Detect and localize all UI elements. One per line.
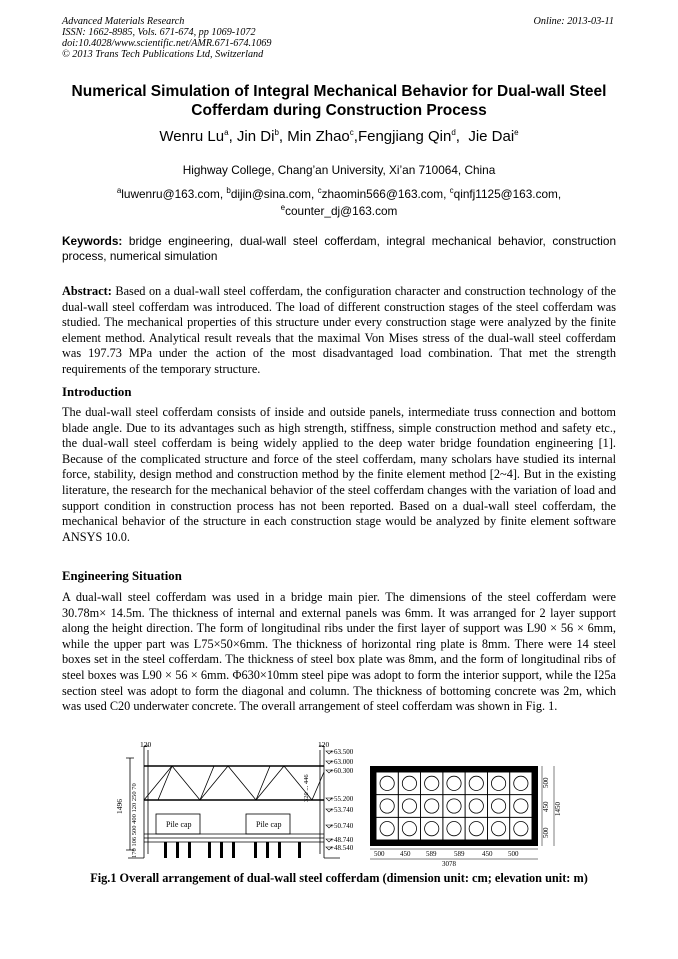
plan-view bbox=[370, 766, 538, 846]
dimension-label: 3078 bbox=[442, 860, 456, 868]
pile-cap-label: Pile cap bbox=[256, 820, 282, 829]
dimension-label: 500 bbox=[542, 827, 550, 838]
dimension-label: 1450 bbox=[554, 802, 562, 816]
elevation-label: +60.300 bbox=[330, 767, 354, 775]
dimension-label: 450 bbox=[400, 850, 411, 858]
affiliation: Highway College, Chang’an University, Xi’an 710064, China bbox=[182, 163, 496, 177]
engineering-paragraph: A dual-wall steel cofferdam was used in a bridge main pier. The dimensions of the steel cofferdam were 30.78m× 14.5m. The thickness of internal and external panels was 6mm. It was arranged for 2 layer support along the height direction. The form of longitudinal ribs under the first layer of support was L90 × 56 × 6mm, while the upper part was L75×50×6mm. The thickness of horizontal ring plate is 8mm. There were 14 steel boxes set in the steel cofferdam. The thickness of steel box plate was 8mm, and the form of longitudinal ribs of steel boxes was L90 × 56 × 6mm. Φ630×10mm steel pipe was adopt to form the interior support, while the I25a section steel was adopt to form the diagonal and column. The thickness of bottoming concrete was 2m, which was used C20 underwater concrete. The overall arrangement of steel cofferdam was shown in Fig. 1. bbox=[62, 590, 616, 714]
elevation-label: +63.000 bbox=[330, 758, 354, 766]
elevation-label: +63.500 bbox=[330, 748, 354, 756]
elevation-label: +48.740 bbox=[330, 836, 354, 844]
elevation-label: +48.540 bbox=[330, 844, 354, 852]
elevation-label: +55.200 bbox=[330, 795, 354, 803]
author: Wenru Lu$^a$ bbox=[159, 128, 229, 145]
dimension-label: 589 bbox=[454, 850, 465, 858]
journal-meta bbox=[62, 16, 271, 60]
dimension-label: 450 bbox=[542, 801, 550, 812]
email-list: $^a$luwenru@163.com, $^b$dijin@sina.com, $^c$zhaomin566@163.com, $^c$qinfj1125@163.com, $^e$counter_dj@163.com bbox=[116, 186, 562, 219]
keywords-label: Keywords: bbox=[62, 234, 123, 248]
height-dims: 170 106 500 400 120 250 70 bbox=[131, 783, 138, 858]
dimension-label: 120 bbox=[318, 742, 330, 749]
section-heading-engineering: Engineering Situation bbox=[62, 569, 182, 583]
paper-title: Numerical Simulation of Integral Mechanical Behavior for Dual-wall Steel Cofferdam during Construction Process bbox=[71, 83, 607, 119]
author: Jin Di$^b$ bbox=[236, 128, 279, 145]
author: Min Zhao$^c$ bbox=[287, 128, 354, 145]
copyright: © 2013 Trans Tech Publications Ltd, Switzerland bbox=[62, 49, 264, 60]
height-total: 1496 bbox=[115, 799, 124, 814]
abstract bbox=[62, 284, 616, 378]
section-heading-introduction: Introduction bbox=[62, 385, 132, 399]
pile-cap-label: Pile cap bbox=[166, 820, 192, 829]
figure-caption: Fig.1 Overall arrangement of dual-wall steel cofferdam (dimension unit: cm; elevation unit: m) bbox=[90, 871, 588, 885]
piles bbox=[164, 842, 301, 858]
dimension-label: 589 bbox=[426, 850, 437, 858]
email-link[interactable]: luwenru@163.com bbox=[121, 186, 220, 201]
abstract-text: Based on a dual-wall steel cofferdam, the configuration character and construction technology of the dual-wall steel cofferdam was introduced. The load of different construction stages of the steel cofferdam was studied. The mechanical properties of this structure under every construction stage were analyzed by the finite element method. Analytical result reveals that the maximal Von Mises stress of the dual-wall steel cofferdam was 197.73 MPa under the action of the most disadvantaged load combination. That met the strength requirements of the temporary structure. bbox=[62, 284, 616, 376]
email-link[interactable]: counter_dj@163.com bbox=[285, 204, 398, 219]
dimension-label: 450 bbox=[482, 850, 493, 858]
abstract-label: Abstract: bbox=[62, 284, 112, 298]
dimension-label: 500 bbox=[374, 850, 385, 858]
email-link[interactable]: qinfj1125@163.com bbox=[453, 186, 558, 201]
dimension-label: 500 bbox=[508, 850, 519, 858]
author: Jie Dai$^e$ bbox=[468, 128, 519, 145]
cofferdam-figure bbox=[108, 742, 570, 868]
elevation-labels bbox=[330, 748, 354, 852]
doi: doi:10.4028/www.scientific.net/AMR.671-674.1069 bbox=[62, 38, 272, 49]
dimension-label: 500 bbox=[542, 777, 550, 788]
email-link[interactable]: dijin@sina.com bbox=[230, 186, 312, 201]
elevation-label: +50.740 bbox=[330, 822, 354, 830]
author-list: Wenru Lu$^a$, Jin Di$^b$, Min Zhao$^c$,Fengjiang Qin$^d$, Jie Dai$^e$ bbox=[159, 128, 519, 145]
keywords bbox=[62, 234, 616, 264]
online-date: Online: 2013-03-11 bbox=[533, 16, 614, 27]
dimension-label: 120 bbox=[140, 742, 152, 749]
email-link[interactable]: zhaomin566@163.com bbox=[321, 186, 444, 201]
issn: ISSN: 1662-8985, Vols. 671-674, pp 1069-1072 bbox=[62, 27, 256, 38]
keywords-text: bridge engineering, dual-wall steel cofferdam, integral mechanical behavior, construction process, numerical simulation bbox=[62, 234, 617, 263]
elevation-label: +53.740 bbox=[330, 806, 354, 814]
author: Fengjiang Qin$^d$ bbox=[357, 128, 456, 145]
mid-dims: 320 ... 446 bbox=[303, 774, 310, 802]
introduction-paragraph: The dual-wall steel cofferdam consists of inside and outside panels, intermediate truss connection and bottom blade angle. Due to its advantages such as high strength, stiffness, simple construction method and safety etc., the dual-wall steel cofferdam is being widely applied to the deep water bridge foundation engineering [1]. Because of the complicated structure and force of the steel cofferdam, many scholars have studied its internal force, stability, design method and construction method by the finite element method [2~4]. But in the existing literature, the research for the mechanical behavior of the steel cofferdam changes with the variation of load and support condition in construction process has not been reported. Based on a dual-wall steel cofferdam, the mechanical behavior of the structure in each construction stage would be analyzed by finite element software ANSYS 10.0. bbox=[62, 405, 616, 544]
journal-name: Advanced Materials Research bbox=[62, 16, 185, 27]
